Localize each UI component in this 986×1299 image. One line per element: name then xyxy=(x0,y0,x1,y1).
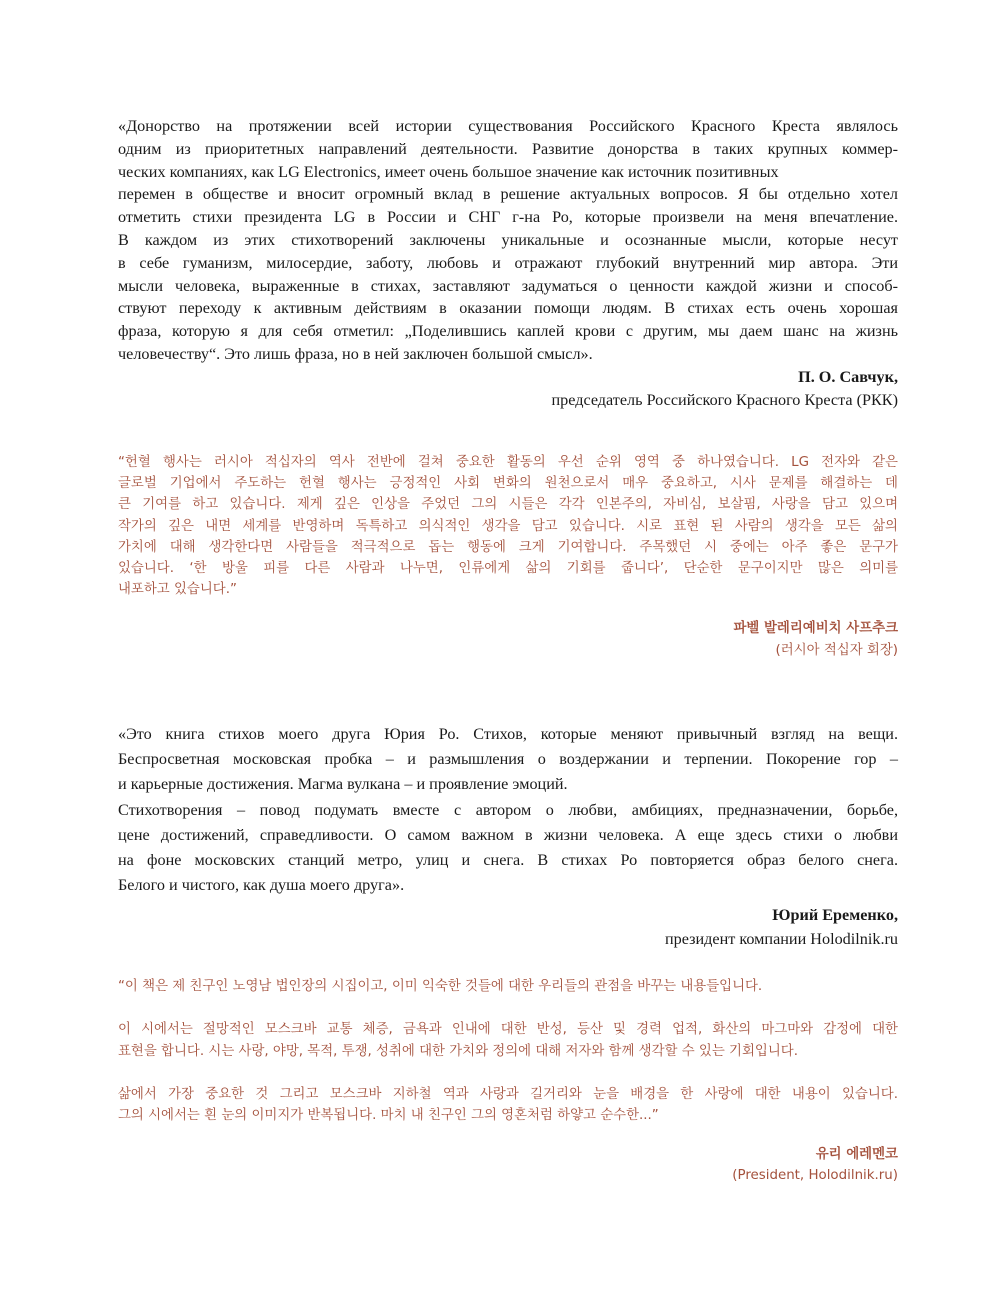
quote-korean-holodilnik xyxy=(118,976,898,1187)
quote-line: 글로벌 기업에서 주도하는 헌혈 행사는 긍정적인 사회 변화의 원천으로서 매우 중요하고, 시사 문제를 해결하는 데 xyxy=(118,476,898,492)
quote-russian-red-cross xyxy=(118,115,898,411)
quote-author-role: (러시아 적십자 회장) xyxy=(775,642,898,658)
quote-body xyxy=(118,976,898,1127)
quote-author: Юрий Еременко, xyxy=(772,906,898,925)
quote-line: 큰 기여를 하고 있습니다. 제게 깊은 인상을 주었던 그의 시들은 각각 인본주의, 자비심, 보살핌, 사랑을 담고 있으며 xyxy=(118,497,898,513)
quote-line: Стихотворения – повод подумать вместе с автором о любви, амбициях, предназначении, борьбе, xyxy=(118,800,898,819)
quote-line: в себе гуманизм, милосердие, заботу, любовь и отражают глубокий внутренний мир автора. Эти xyxy=(118,253,898,272)
quote-author-role: председатель Российского Красного Креста (РКК) xyxy=(551,390,898,409)
quote-line: человечеству“. Это лишь фраза, но в ней заключен большой смысл». xyxy=(118,344,593,363)
quote-body xyxy=(118,452,898,600)
quote-line: «Донорство на протяжении всей истории существования Российского Красного Креста являлось xyxy=(118,117,898,135)
quote-author: 파벨 발레리예비치 사프추크 xyxy=(733,621,898,637)
quote-line: 내포하고 있습니다.” xyxy=(118,582,237,598)
quote-korean-red-cross xyxy=(118,452,898,661)
quote-line xyxy=(118,998,898,1020)
quote-body xyxy=(118,722,898,898)
quote-line: 가치에 대해 생각한다면 사람들을 적극적으로 돕는 행동에 크게 기여합니다. 주목했던 시 중에는 아주 좋은 문구가 xyxy=(118,539,898,555)
quote-line xyxy=(118,1062,898,1084)
quote-line: 삶에서 가장 중요한 것 그리고 모스크바 지하철 역과 사랑과 길거리와 눈을 배경을 한 사랑에 대한 내용이 있습니다. xyxy=(118,1086,898,1102)
quote-line: 작가의 깊은 내면 세계를 반영하며 독특하고 의식적인 생각을 담고 있습니다. 시로 표현 된 사람의 생각을 모든 삶의 xyxy=(118,518,898,534)
quote-line: “이 책은 제 친구인 노영남 법인장의 시집이고, 이미 익숙한 것들에 대한 우리들의 관점을 바꾸는 내용들입니다. xyxy=(118,979,763,994)
quote-line: на фоне московских станций метро, улиц и снега. В стихах Ро повторяется образ белого снега. xyxy=(118,851,898,870)
quote-line: ствуют переходу к активным действиям в оказании помощи людям. В стихах есть очень хорошая xyxy=(118,299,898,318)
quote-line: отметить стихи президента LG в России и СНГ г-на Ро, которые произвели на меня впечатление. xyxy=(118,208,898,227)
quote-author-role: (President, Holodilnik.ru) xyxy=(732,1168,898,1183)
quote-line: мысли человека, выраженные в стихах, заставляют задуматься о ценности каждой жизни и способ- xyxy=(118,276,898,295)
quote-line: “헌혈 행사는 러시아 적십자의 역사 전반에 걸쳐 중요한 활동의 우선 순위 영역 중 하나였습니다. LG 전자와 같은 xyxy=(118,455,898,470)
quote-line: одним из приоритетных направлений деятельности. Развитие донорства в таких крупных коммер- xyxy=(118,139,898,158)
quote-line: Белого и чистого, как душа моего друга». xyxy=(118,876,405,895)
quote-line: цене достижений, справедливости. О самом важном в жизни человека. А еще здесь стихи о любви xyxy=(118,825,898,844)
quote-line: 그의 시에서는 흰 눈의 이미지가 반복됩니다. 마치 내 친구인 그의 영혼처럼 하얗고 순수한...” xyxy=(118,1108,659,1123)
quote-author: 유리 에레멘코 xyxy=(815,1146,898,1162)
quote-line: 표현을 합니다. 시는 사랑, 야망, 목적, 투쟁, 성취에 대한 가치와 정의에 대해 저자와 함께 생각할 수 있는 기회입니다. xyxy=(118,1043,798,1059)
quote-author-role: президент компании Holodilnik.ru xyxy=(664,930,898,949)
quote-line: и карьерные достижения. Магма вулкана – и проявление эмоций. xyxy=(118,775,568,794)
quote-body xyxy=(118,115,898,366)
quote-line: 있습니다. ‘한 방울 피를 다른 사람과 나누면, 인류에게 삶의 기회를 줍니다’, 단순한 문구이지만 많은 의미를 xyxy=(118,561,898,577)
quote-line: В каждом из этих стихотворений заключены уникальные и осознанные мысли, которые несут xyxy=(118,230,898,249)
quote-author: П. О. Савчук, xyxy=(798,367,898,386)
quote-line: фраза, которую я для себя отметил: „Поделившись каплей крови с другим, мы даем шанс на жизнь xyxy=(118,322,898,341)
quote-line: Беспросветная московская пробка – и размышления о воздержании и терпении. Покорение гор – xyxy=(118,750,898,769)
quote-line: «Это книга стихов моего друга Юрия Ро. Стихов, которые меняют привычный взгляд на вещи. xyxy=(118,725,898,743)
quote-line: перемен в обществе и вносит огромный вклад в решение актуальных вопросов. Я бы отдельно хотел xyxy=(118,185,898,204)
quote-line: ческих компаниях, как LG Electronics, имеет очень большое значение как источник позитивных xyxy=(118,162,779,181)
quote-line: 이 시에서는 절망적인 모스크바 교통 체증, 금욕과 인내에 대한 반성, 등산 및 경력 업적, 화산의 마그마와 감정에 대한 xyxy=(118,1022,898,1037)
quote-russian-holodilnik xyxy=(118,722,898,951)
